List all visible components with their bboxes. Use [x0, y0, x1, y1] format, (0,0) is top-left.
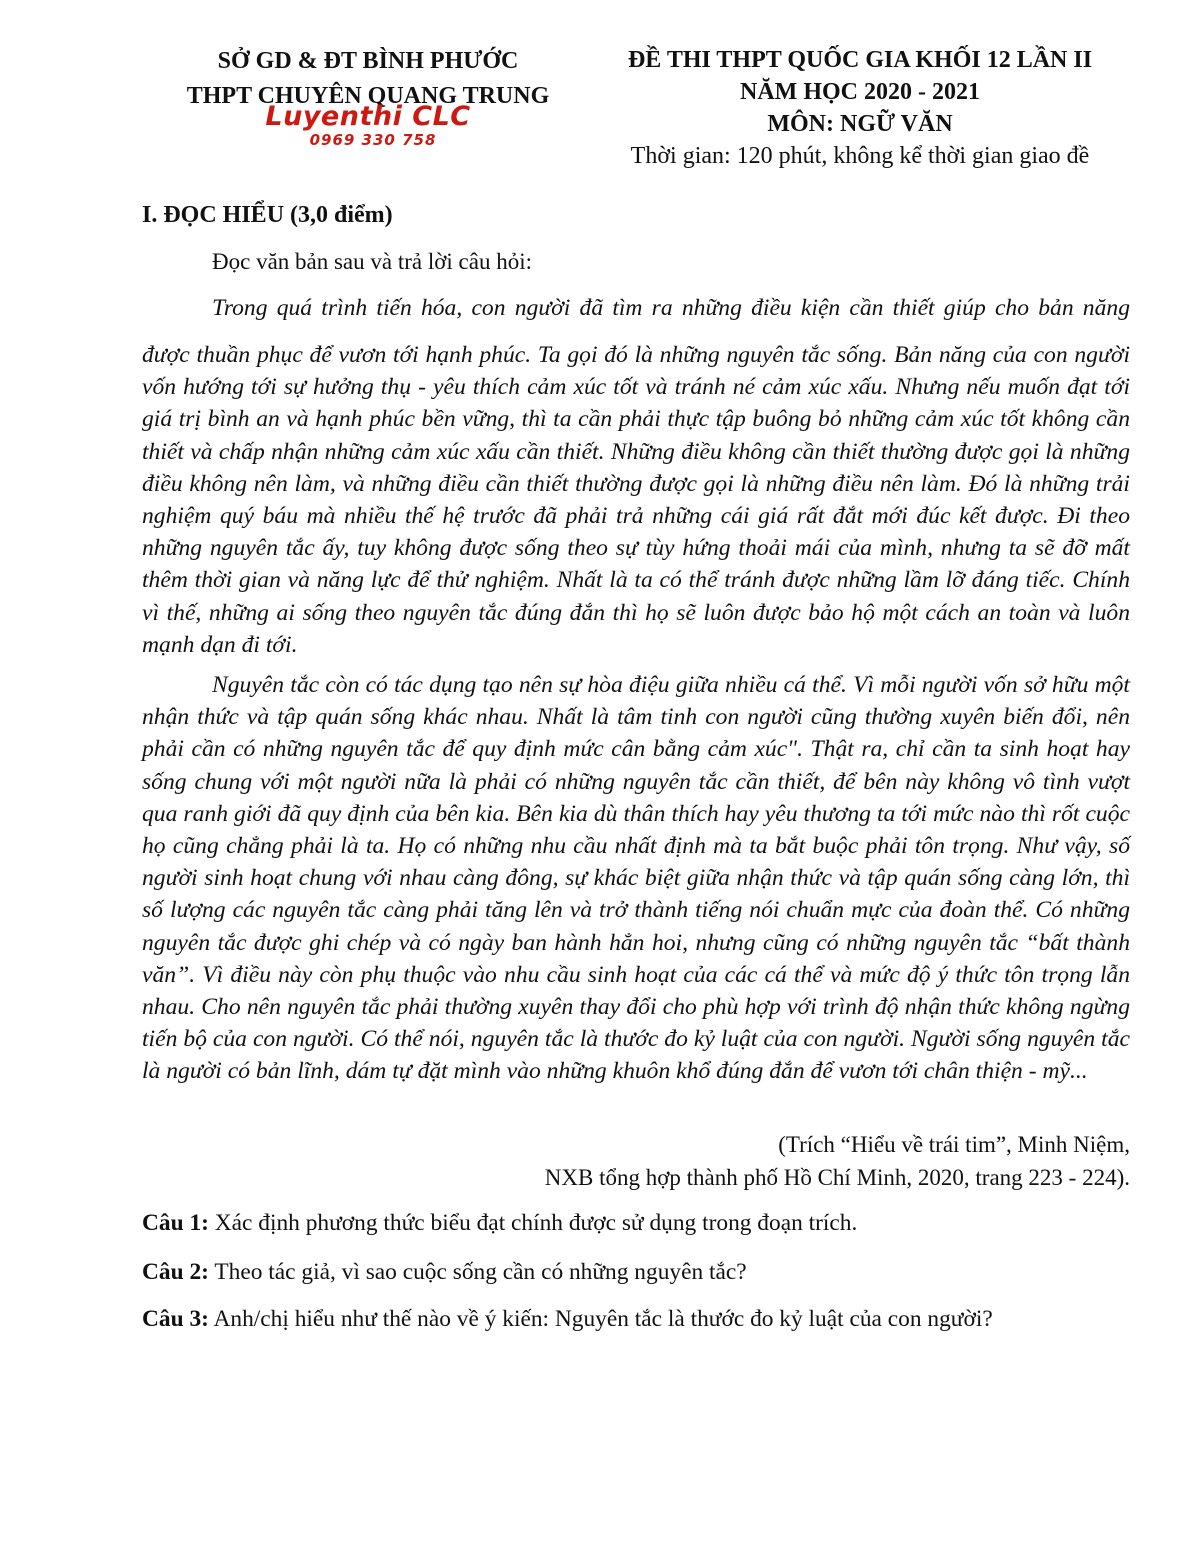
school-name: THPT CHUYÊN QUANG TRUNG [186, 83, 550, 109]
instruction: Đọc văn bản sau và trả lời câu hỏi: [212, 249, 533, 274]
citation-source: (Trích “Hiểu về trái tim”, Minh Niệm, [778, 1132, 1130, 1157]
citation [430, 1128, 1130, 1194]
school-year: NĂM HỌC 2020 - 2021 [740, 79, 980, 105]
passage-paragraph-2: Nguyên tắc còn có tác dụng tạo nên sự hòa điệu giữa nhiều cá thể. Vì mỗi người vốn sở hữu một nhận thức và tập quán sống khác nhau. Nhất là tâm tinh con người cũng thường xuyên biến đổi, nên phải cần có những nguyên tắc để quy định mức cân bằng cảm xúc". Thật ra, chỉ cần ta sinh hoạt hay sống chung với một người nữa là phải có những nguyên tắc cần thiết, để bên này không vô tình vượt qua ranh giới đã quy định của bên kia. Bên kia dù thân thích hay yêu thương ta tới mức nào thì rốt cuộc họ cũng chẳng phải là ta. Họ có những nhu cầu nhất định mà ta bắt buộc phải tôn trọng. Như vậy, số người sinh hoạt chung với nhau càng đông, sự khác biệt giữa nhận thức và tập quán sống càng lớn, thì số lượng các nguyên tắc càng phải tăng lên và trở thành tiếng nói chuẩn mực của đoàn thể. Có những nguyên tắc được ghi chép và có ngày ban hành hẳn hoi, nhưng cũng có những nguyên tắc “bất thành văn”. Vì điều này còn phụ thuộc vào nhu cầu sinh hoạt của các cá thể và mức độ ý thức tôn trọng lẫn nhau. Cho nên nguyên tắc phải thường xuyên thay đổi cho phù hợp với trình độ nhận thức không ngừng tiến bộ của con người. Có thể nói, nguyên tắc là thước đo kỷ luật của con người. Người sống nguyên tắc là người có bản lĩnh, dám tự đặt mình vào những khuôn khổ đúng đắn để vươn tới chân thiện - mỹ... [142, 672, 1130, 1085]
logo-phone: 0969 330 758 [309, 131, 437, 149]
question-label: Câu 3: [142, 1306, 209, 1332]
question-1 [142, 1208, 1132, 1238]
question-text: Anh/chị hiểu như thế nào về ý kiến: Nguyên tắc là thước đo kỷ luật của con người? [208, 1306, 993, 1332]
section-title: I. ĐỌC HIỂU (3,0 điểm) [142, 202, 393, 228]
question-text: Theo tác giả, vì sao cuộc sống cần có những nguyên tắc? [208, 1259, 747, 1285]
question-3 [142, 1304, 1132, 1334]
exam-header [600, 44, 1120, 172]
exam-title: ĐỀ THI THPT QUỐC GIA KHỐI 12 LẦN II [627, 47, 1093, 73]
question-label: Câu 1: [142, 1210, 209, 1236]
logo-name: Luyenthi CLC [265, 101, 471, 132]
department-name: SỞ GD & ĐT BÌNH PHƯỚC [217, 48, 519, 74]
time-allowed: Thời gian: 120 phút, không kể thời gian giao đề [630, 143, 1090, 169]
question-text: Xác định phương thức biểu đạt chính được sử dụng trong đoạn trích. [208, 1210, 858, 1236]
question-label: Câu 2: [142, 1259, 209, 1285]
passage-paragraph-1: được thuần phục để vươn tới hạnh phúc. Ta gọi đó là những nguyên tắc sống. Bản năng của con người vốn hướng tới sự hưởng thụ - yêu thích cảm xúc tốt và tránh né cảm xúc xấu. Nhưng nếu muốn đạt tới giá trị bình an và hạnh phúc bền vững, thì ta cần phải thực tập buông bỏ những cảm xúc tốt không cần thiết và chấp nhận những cảm xúc xấu cần thiết. Những điều không cần thiết thường được gọi là những điều không nên làm, và những điều cần thiết thường được gọi là những điều nên làm. Đó là những trải nghiệm quý báu mà nhiều thế hệ trước đã phải trả những cái giá rất đắt mới đúc kết được. Đi theo những nguyên tắc ấy, tuy không được sống theo sự tùy hứng thoải mái của mình, nhưng ta sẽ đỡ mất thêm thời gian và năng lực để thử nghiệm. Nhất là ta có thể tránh được những lầm lỡ đáng tiếc. Chính vì thế, những ai sống theo nguyên tắc đúng đắn thì họ sẽ luôn được bảo hộ một cách an toàn và luôn mạnh dạn đi tới. [142, 342, 1130, 658]
question-2 [142, 1257, 1132, 1287]
citation-publisher: NXB tổng hợp thành phố Hồ Chí Minh, 2020, trang 223 - 224). [544, 1165, 1130, 1190]
watermark-logo [252, 102, 484, 158]
subject: MÔN: NGỮ VĂN [767, 111, 953, 137]
passage-paragraph-1-first-line: Trong quá trình tiến hóa, con người đã tìm ra những điều kiện cần thiết giúp cho bản năng [212, 295, 1130, 321]
